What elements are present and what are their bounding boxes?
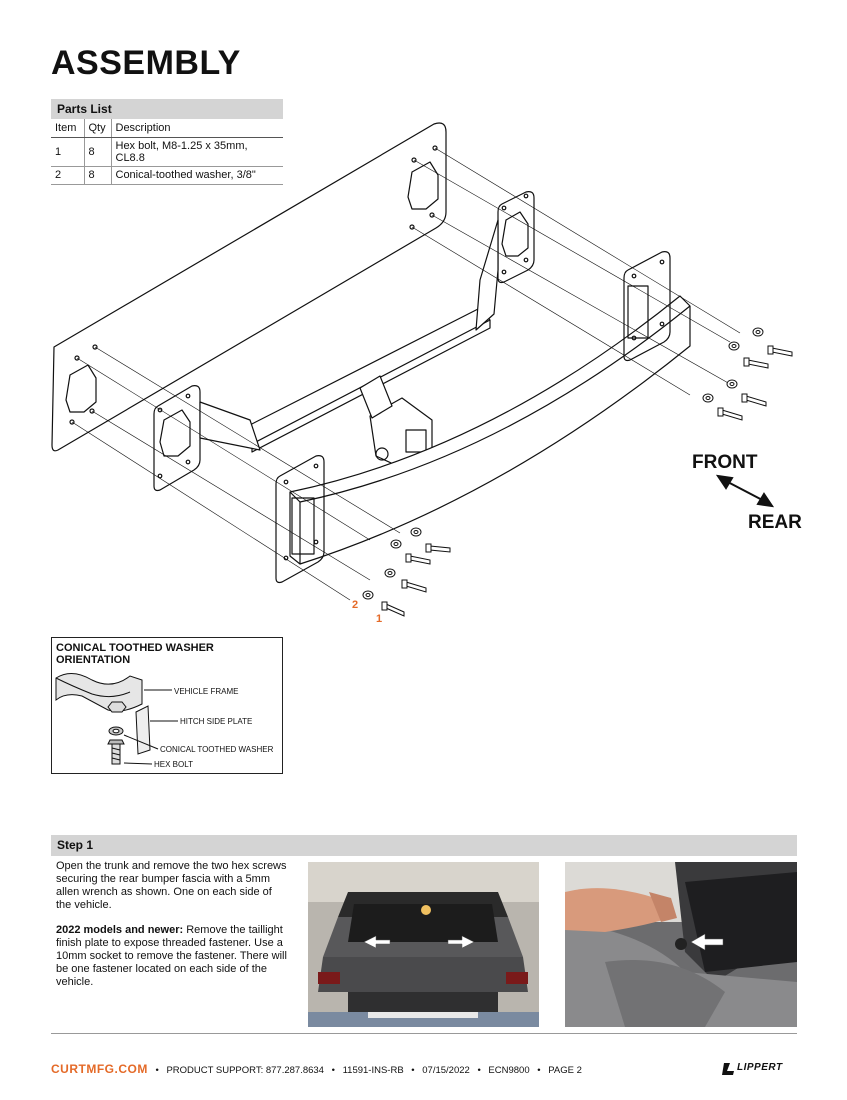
label-conical-washer: CONICAL TOOTHED WASHER bbox=[160, 745, 274, 754]
footer-separator: • bbox=[411, 1065, 415, 1076]
lippert-logo-text: LIPPERT bbox=[737, 1062, 783, 1073]
footer-brand: CURTMFG.COM bbox=[51, 1062, 148, 1076]
footer bbox=[51, 1062, 582, 1076]
footer-divider bbox=[51, 1033, 797, 1034]
step-1-paragraph-1: Open the trunk and remove the two hex screws securing the rear bumper fascia with a 5mm allen wrench as shown. One on each side of the vehicle. bbox=[56, 860, 287, 911]
lippert-logo-icon bbox=[721, 1063, 735, 1075]
step-1-paragraph-2 bbox=[56, 924, 288, 989]
photo-remove-screw bbox=[565, 862, 797, 1027]
step-1-text bbox=[56, 860, 288, 1001]
footer-separator: • bbox=[331, 1065, 335, 1076]
footer-separator: • bbox=[537, 1065, 541, 1076]
bumper-beam bbox=[290, 296, 690, 564]
front-label: FRONT bbox=[692, 452, 758, 473]
rear-label: REAR bbox=[748, 512, 802, 533]
direction-arrow-icon bbox=[718, 476, 772, 506]
step-1-note-bold: 2022 models and newer: bbox=[56, 924, 184, 936]
hitch-assembly-diagram bbox=[40, 120, 810, 620]
cell-description: Hex bolt, M8-1.25 x 35mm, CL8.8 bbox=[111, 137, 283, 166]
col-item: Item bbox=[51, 119, 84, 137]
washer-orientation-box bbox=[51, 637, 283, 774]
label-hitch-side-plate: HITCH SIDE PLATE bbox=[180, 717, 253, 726]
cell-item: 2 bbox=[51, 166, 84, 184]
label-vehicle-frame: VEHICLE FRAME bbox=[174, 687, 239, 696]
parts-list-heading: Parts List bbox=[51, 99, 283, 119]
callout-washer: 2 bbox=[352, 599, 359, 611]
washer-orientation-title: CONICAL TOOTHED WASHER ORIENTATION bbox=[56, 642, 214, 666]
page-title: ASSEMBLY bbox=[51, 44, 241, 82]
footer-ecn: ECN9800 bbox=[488, 1065, 530, 1076]
label-hex-bolt: HEX BOLT bbox=[154, 760, 193, 769]
callout-bolt: 1 bbox=[376, 613, 383, 625]
footer-doc-number: 11591-INS-RB bbox=[342, 1065, 404, 1076]
photo-open-trunk bbox=[308, 862, 539, 1027]
col-qty: Qty bbox=[84, 119, 111, 137]
footer-page: PAGE 2 bbox=[548, 1065, 582, 1076]
cell-qty: 8 bbox=[84, 166, 111, 184]
footer-date: 07/15/2022 bbox=[422, 1065, 470, 1076]
footer-separator: • bbox=[477, 1065, 481, 1076]
crossbar bbox=[240, 308, 490, 444]
lippert-logo bbox=[721, 1062, 799, 1076]
step-1-heading: Step 1 bbox=[51, 835, 797, 856]
col-description: Description bbox=[111, 119, 283, 137]
cell-description: Conical-toothed washer, 3/8" bbox=[111, 166, 283, 184]
footer-separator: • bbox=[155, 1065, 159, 1076]
cell-item: 1 bbox=[51, 137, 84, 166]
footer-support: PRODUCT SUPPORT: 877.287.8634 bbox=[166, 1065, 324, 1076]
step-1-note-text: Remove the taillight finish plate to expose threaded fastener. Use a 10mm socket to remove the fastener. There will be one fastener located on each side of the vehicle. bbox=[56, 924, 287, 988]
cell-qty: 8 bbox=[84, 137, 111, 166]
